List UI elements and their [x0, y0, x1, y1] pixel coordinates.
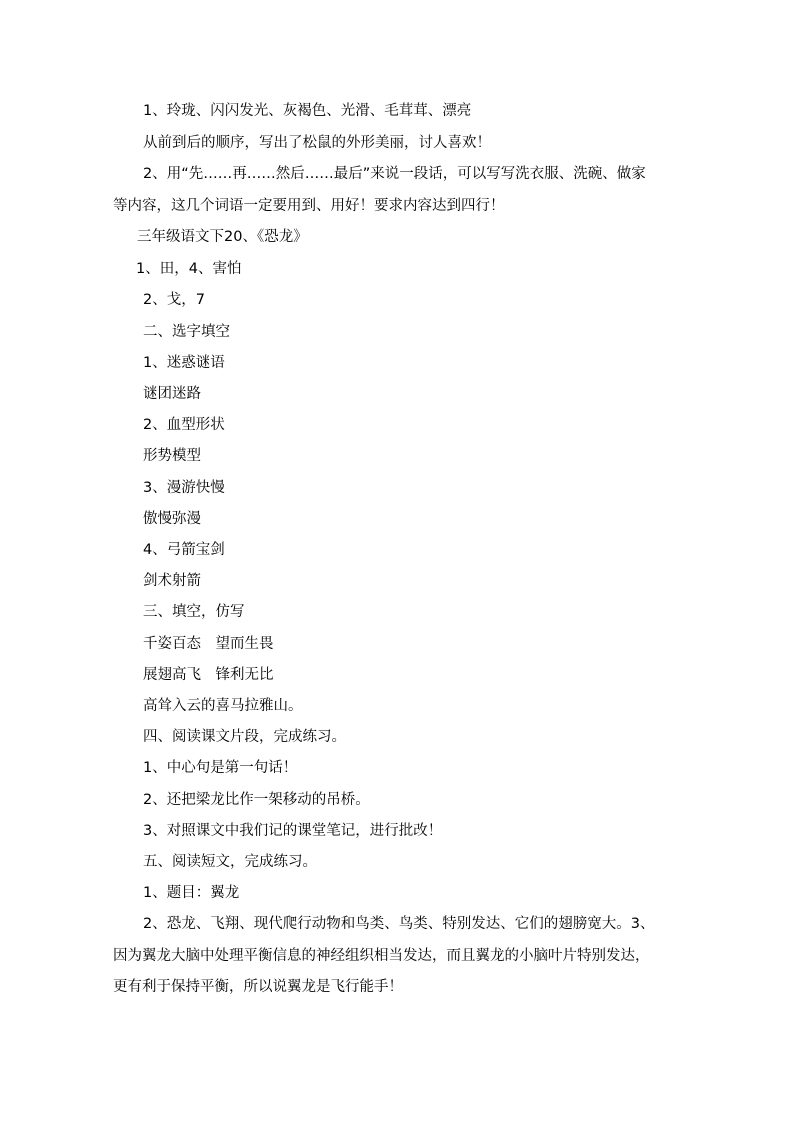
text-line: 1、中心句是第一句话！ [143, 760, 298, 776]
text-line: 四、阅读课文片段，完成练习。 [143, 729, 346, 745]
text-line: 五、阅读短文，完成练习。 [143, 854, 317, 870]
text-line: 2、还把梁龙比作一架移动的吊桥。 [143, 792, 370, 808]
text-line: 谜团迷路 [143, 386, 201, 402]
text-line: 更有利于保持平衡，所以说翼龙是飞行能手！ [113, 979, 403, 995]
text-line: 傲慢弥漫 [143, 511, 201, 527]
text-line: 剑术射箭 [143, 573, 201, 589]
text-line: 二、选字填空 [143, 324, 230, 340]
text-line: 2、用“先……再……然后……最后”来说一段话，可以写写洗衣服、洗碗、做家 [143, 166, 646, 182]
text-line: 因为翼龙大脑中处理平衡信息的神经组织相当发达，而且翼龙的小脑叶片特别发达， [113, 948, 650, 964]
text-line: 高耸入云的喜马拉雅山。 [143, 698, 303, 714]
text-line: 展翅高飞 锋利无比 [143, 667, 274, 683]
text-line: 3、对照课文中我们记的课堂笔记，进行批改！ [143, 823, 443, 839]
text-line: 2、戈，7 [143, 292, 205, 308]
text-line: 1、田，4、害怕 [136, 261, 242, 277]
text-line: 1、迷惑谜语 [143, 355, 225, 371]
text-line: 1、玲珑、闪闪发光、灰褐色、光滑、毛茸茸、漂亮 [143, 103, 472, 119]
text-line: 4、弓箭宝剑 [143, 542, 225, 558]
text-line: 从前到后的顺序，写出了松鼠的外形美丽，讨人喜欢！ [143, 135, 491, 151]
text-line: 2、血型形状 [143, 417, 225, 433]
text-line: 2、恐龙、飞翔、现代爬行动物和鸟类、鸟类、特别发达、它们的翅膀宽大。3、 [143, 916, 655, 932]
text-line: 三、填空，仿写 [143, 604, 245, 620]
text-line: 千姿百态 望而生畏 [143, 636, 274, 652]
text-line: 3、漫游快慢 [143, 480, 225, 496]
text-line: 1、题目：翼龙 [143, 885, 240, 901]
section-heading: 三年级语文下20、《恐龙》 [137, 229, 308, 245]
text-line: 形势模型 [143, 448, 201, 464]
text-line: 等内容，这几个词语一定要用到、用好！要求内容达到四行！ [113, 198, 505, 214]
